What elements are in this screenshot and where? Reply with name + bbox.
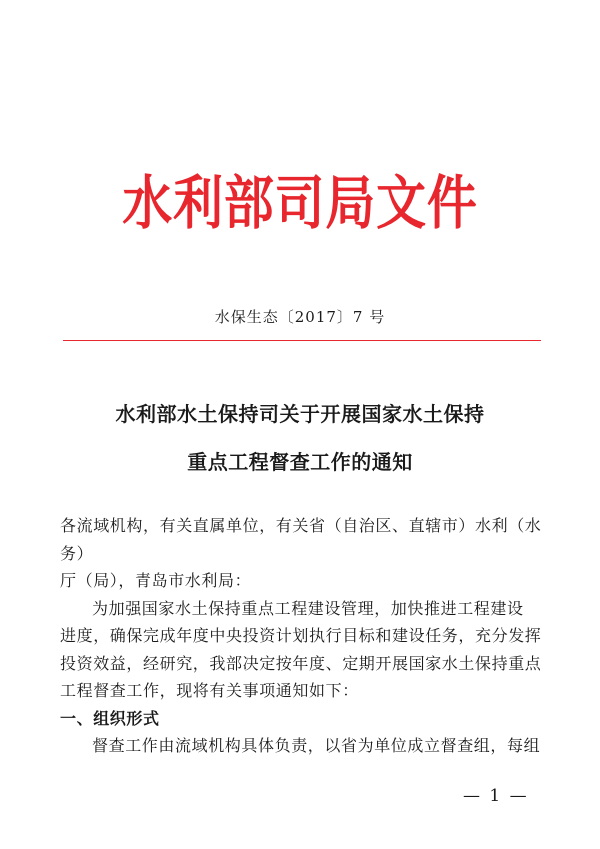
masthead-title: 水利部司局文件 (122, 169, 478, 237)
recipients-line-1: 各流域机构，有关直属单位，有关省（自治区、直辖市）水利（水务） (60, 516, 542, 563)
section-1-line-1: 督查工作由流域机构具体负责，以省为单位成立督查组，每组 (92, 736, 541, 755)
intro-line-2: 进度，确保完成年度中央投资计划执行目标和建设任务，充分发挥 (60, 626, 542, 645)
recipients-line-2: 厅（局），青岛市水利局： (60, 571, 252, 590)
intro-line-3: 投资效益，经研究，我部决定按年度、定期开展国家水土保持重点 (60, 653, 542, 673)
section-1-heading: 一、组织形式 (60, 708, 160, 728)
notice-title-line-1: 水利部水土保持司关于开展国家水土保持 (115, 402, 485, 426)
document-number: 水保生态〔2017〕7 号 (214, 308, 386, 326)
intro-line-1: 为加强国家水土保持重点工程建设管理，加快推进工程建设 (92, 598, 524, 618)
intro-line-4: 工程督查工作，现将有关事项通知如下： (60, 681, 359, 700)
red-divider-line (63, 340, 541, 341)
notice-body (60, 512, 550, 760)
notice-title-line-2: 重点工程督查工作的通知 (187, 450, 413, 474)
page-number: — 1 — (463, 786, 529, 806)
